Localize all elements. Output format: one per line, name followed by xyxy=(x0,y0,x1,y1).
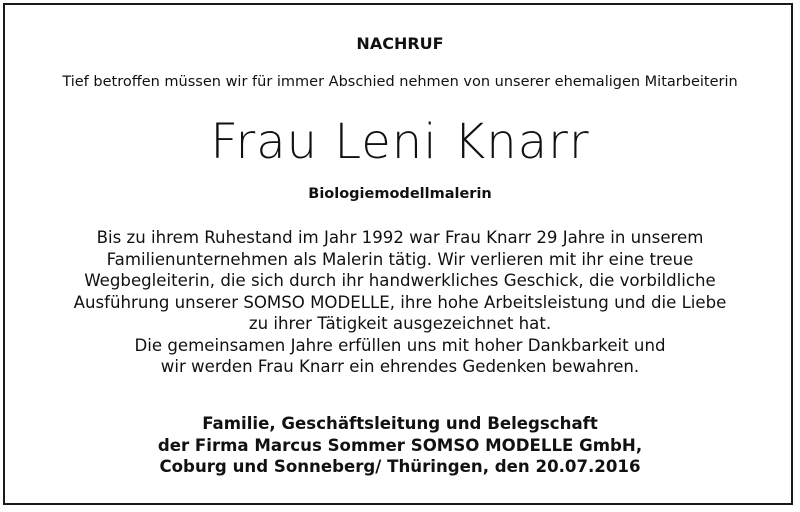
notice-signature xyxy=(0,413,800,478)
body-line: wir werden Frau Knarr ein ehrendes Gedenken bewahren. xyxy=(160,357,640,376)
signature-line: Coburg und Sonneberg/ Thüringen, den 20.07.2016 xyxy=(159,457,641,476)
deceased-name: Frau Leni Knarr xyxy=(210,114,590,170)
body-line: Ausführung unserer SOMSO MODELLE, ihre hohe Arbeitsleistung und die Liebe xyxy=(73,292,727,312)
notice-intro: Tief betroffen müssen wir für immer Abschied nehmen von unserer ehemaligen Mitarbeiterin xyxy=(62,74,738,90)
body-line: Familienunternehmen als Malerin tätig. Wir verlieren mit ihr eine treue xyxy=(106,249,694,269)
notice-body xyxy=(0,227,800,378)
body-line: Bis zu ihrem Ruhestand im Jahr 1992 war Frau Knarr 29 Jahre in unserem xyxy=(96,228,704,247)
deceased-role: Biologiemodellmalerin xyxy=(308,186,492,202)
body-line: Die gemeinsamen Jahre erfüllen uns mit hoher Dankbarkeit und xyxy=(134,335,666,355)
signature-line: Familie, Geschäftsleitung und Belegschaft xyxy=(202,414,598,433)
body-line: Wegbegleiterin, die sich durch ihr handwerkliches Geschick, die vorbildliche xyxy=(84,271,716,290)
signature-line: der Firma Marcus Sommer SOMSO MODELLE GmbH, xyxy=(157,435,643,455)
body-line: zu ihrer Tätigkeit ausgezeichnet hat. xyxy=(248,314,552,333)
notice-heading: NACHRUF xyxy=(356,34,444,53)
